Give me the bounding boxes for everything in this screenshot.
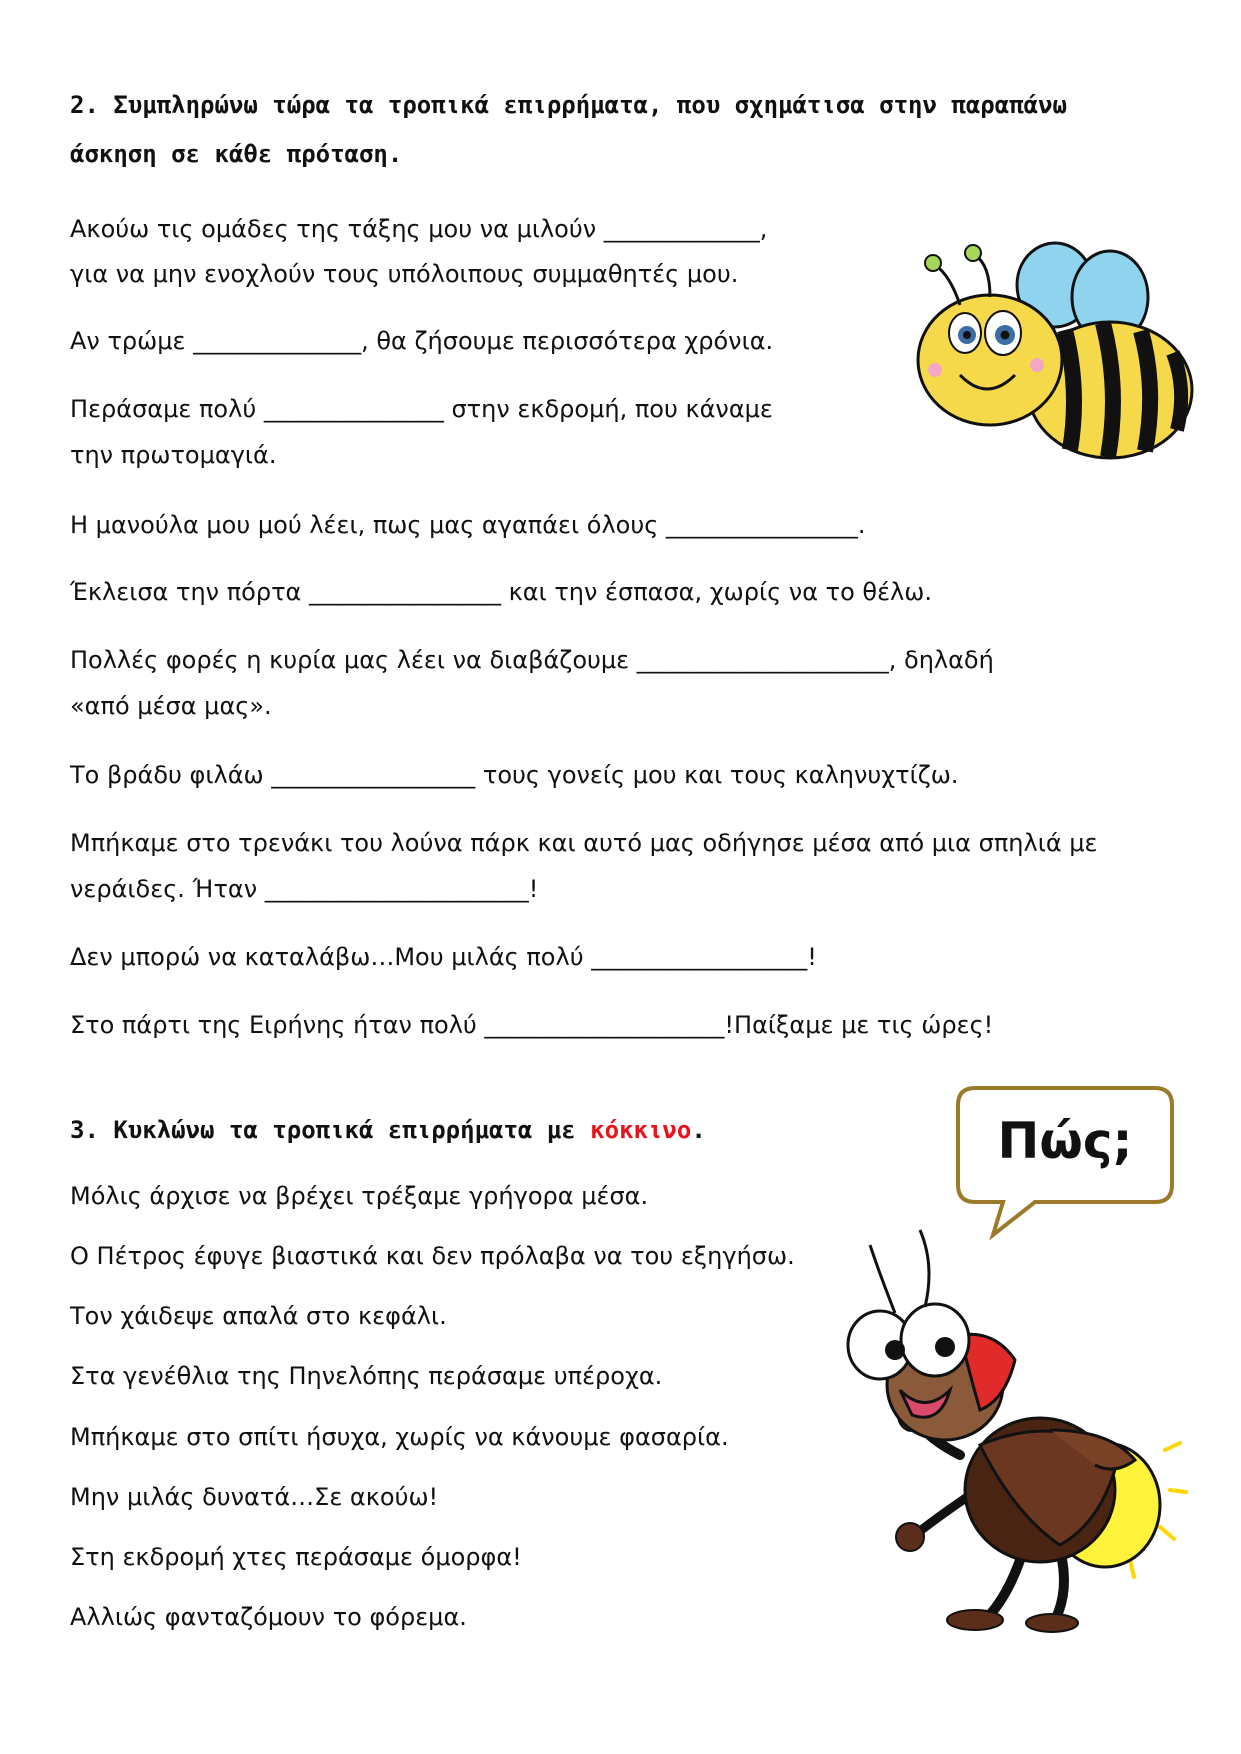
exercise-3-heading-suffix: . xyxy=(691,1116,706,1144)
exercise-3-sentence: Στα γενέθλια της Πηνελόπης περάσαμε υπέροχα. xyxy=(70,1362,663,1390)
exercise-2-sentence: για να μην ενοχλούν τους υπόλοιπους συμμαθητές μου. xyxy=(70,260,739,288)
firefly-illustration xyxy=(820,1215,1190,1635)
exercise-3-sentence: Μπήκαμε στο σπίτι ήσυχα, χωρίς να κάνουμε φασαρία. xyxy=(70,1423,729,1451)
exercise-3-sentence: Τον χάιδεψε απαλά στο κεφάλι. xyxy=(70,1302,447,1330)
exercise-3-heading xyxy=(70,1106,706,1155)
exercise-3-sentence: Ο Πέτρος έφυγε βιαστικά και δεν πρόλαβα να του εξηγήσω. xyxy=(70,1242,795,1270)
exercise-2-sentence: «από μέσα μας». xyxy=(70,692,272,720)
bee-illustration xyxy=(905,235,1205,485)
exercise-2-sentence: Το βράδυ φιλάω _________________ τους γονείς μου και τους καληνυχτίζω. xyxy=(70,761,959,789)
exercise-2-sentence: Αν τρώμε ______________, θα ζήσουμε περισσότερα χρόνια. xyxy=(70,327,774,355)
exercise-2-heading-line-2: άσκηση σε κάθε πρόταση. xyxy=(70,140,403,168)
exercise-2-sentence: Μπήκαμε στο τρενάκι του λούνα πάρκ και αυτό μας οδήγησε μέσα από μια σπηλιά με xyxy=(70,829,1098,857)
exercise-2-heading-line-1: 2. Συμπληρώνω τώρα τα τροπικά επιρρήματα, που σχημάτισα στην παραπάνω xyxy=(70,91,1067,119)
exercise-3-sentence: Στη εκδρομή χτες περάσαμε όμορφα! xyxy=(70,1543,522,1571)
speech-bubble-text: Πώς; xyxy=(997,1112,1133,1170)
exercise-2-sentence: την πρωτομαγιά. xyxy=(70,441,277,469)
exercise-2-sentence: Δεν μπορώ να καταλάβω…Μου μιλάς πολύ __________________! xyxy=(70,943,817,971)
exercise-2-sentence: Στο πάρτι της Ειρήνης ήταν πολύ ____________________!Παίξαμε με τις ώρες! xyxy=(70,1011,994,1039)
exercise-2-sentence: Περάσαμε πολύ _______________ στην εκδρομή, που κάναμε xyxy=(70,395,773,423)
exercise-3-heading-red-word: κόκκινο xyxy=(590,1116,692,1144)
exercise-2-sentence: Πολλές φορές η κυρία μας λέει να διαβάζουμε _____________________, δηλαδή xyxy=(70,646,994,674)
exercise-2-sentence: νεράιδες. Ήταν ______________________! xyxy=(70,875,539,903)
exercise-3-sentence: Μην μιλάς δυνατά…Σε ακούω! xyxy=(70,1483,439,1511)
exercise-2-sentence: Ακούω τις ομάδες της τάξης μου να μιλούν _____________, xyxy=(70,215,768,243)
exercise-3-heading-prefix: 3. Κυκλώνω τα τροπικά επιρρήματα με xyxy=(70,1116,591,1144)
exercise-3-sentence: Μόλις άρχισε να βρέχει τρέξαμε γρήγορα μέσα. xyxy=(70,1182,649,1210)
exercise-2-sentence: Έκλεισα την πόρτα ________________ και την έσπασα, χωρίς να το θέλω. xyxy=(70,578,932,606)
exercise-3-sentence: Αλλιώς φανταζόμουν το φόρεμα. xyxy=(70,1603,467,1631)
exercise-2-sentence: Η μανούλα μου μού λέει, πως μας αγαπάει όλους ________________. xyxy=(70,511,866,539)
exercise-2-heading xyxy=(70,81,1067,179)
